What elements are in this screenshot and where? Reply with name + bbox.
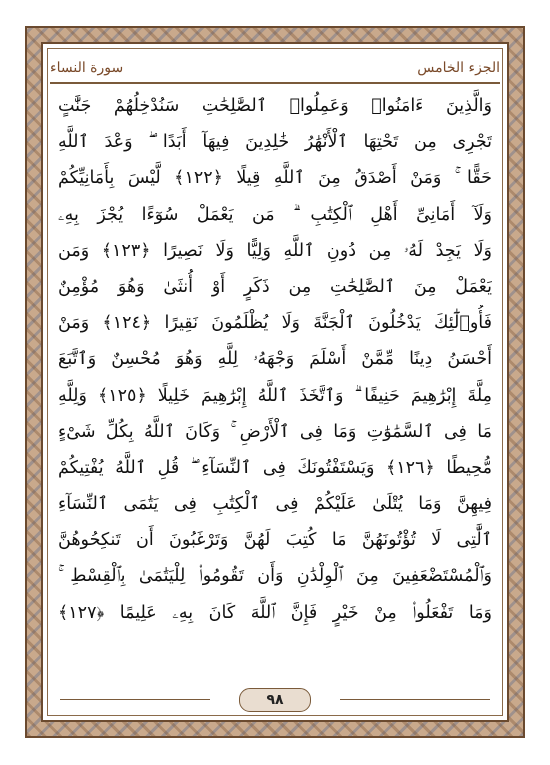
- text-line: وَمَا تَفْعَلُوا۟ مِنْ خَيْرٍ فَإِنَّ ٱللَّهَ كَانَ بِهِۦ عَلِيمًا ﴿١٢٧﴾: [58, 602, 492, 623]
- text-line: مَا فِى ٱلسَّمَٰوَٰتِ وَمَا فِى ٱلْأَرْضِ ۚ وَكَانَ ٱللَّهُ بِكُلِّ شَىْءٍ: [58, 421, 492, 442]
- text-line: وَلَآ أَمَانِىِّ أَهْلِ ٱلْكِتَٰبِ ۗ مَن يَعْمَلْ سُوٓءًا يُجْزَ بِهِۦ: [58, 204, 492, 225]
- text-line: مُّحِيطًا ﴿١٢٦﴾ وَيَسْتَفْتُونَكَ فِى ٱلنِّسَآءِ ۖ قُلِ ٱللَّهُ يُفْتِيكُمْ: [58, 457, 492, 478]
- text-line: وَلَا يَجِدْ لَهُۥ مِن دُونِ ٱللَّهِ وَلِيًّا وَلَا نَصِيرًا ﴿١٢٣﴾ وَمَن: [58, 240, 492, 261]
- text-line: يَعْمَلْ مِنَ ٱلصَّٰلِحَٰتِ مِن ذَكَرٍ أَوْ أُنثَىٰ وَهُوَ مُؤْمِنٌ: [58, 276, 492, 297]
- page-header: [50, 56, 500, 80]
- text-line: أَحْسَنُ دِينًا مِّمَّنْ أَسْلَمَ وَجْهَهُۥ لِلَّهِ وَهُوَ مُحْسِنٌ وَٱتَّبَعَ: [58, 349, 492, 370]
- juz-title: الجزء الخامس: [417, 60, 500, 76]
- text-line: فَأُو۟لَٰٓئِكَ يَدْخُلُونَ ٱلْجَنَّةَ وَلَا يُظْلَمُونَ نَقِيرًا ﴿١٢٤﴾ وَمَنْ: [58, 313, 492, 334]
- header-divider: [50, 82, 500, 84]
- text-line: تَجْرِى مِن تَحْتِهَا ٱلْأَنْهَٰرُ خَٰلِدِينَ فِيهَآ أَبَدًا ۖ وَعْدَ ٱللَّهِ: [58, 132, 492, 153]
- footer-rule-left: [60, 699, 210, 700]
- quran-text: [58, 88, 492, 688]
- text-line: فِيهِنَّ وَمَا يُتْلَىٰ عَلَيْكُمْ فِى ٱلْكِتَٰبِ فِى يَتَٰمَى ٱلنِّسَآءِ: [58, 494, 492, 515]
- text-line: ٱلَّٰتِى لَا تُؤْتُونَهُنَّ مَا كُتِبَ لَهُنَّ وَتَرْغَبُونَ أَن تَنكِحُوهُنَّ: [58, 530, 492, 551]
- page-footer: [0, 686, 550, 714]
- text-line: حَقًّا ۚ وَمَنْ أَصْدَقُ مِنَ ٱللَّهِ قِيلًا ﴿١٢٢﴾ لَّيْسَ بِأَمَانِيِّكُمْ: [58, 168, 492, 189]
- footer-rule-right: [340, 699, 490, 700]
- surah-title: سورة النساء: [50, 60, 124, 76]
- page-number: ٩٨: [239, 688, 311, 712]
- text-line: وَٱلْمُسْتَضْعَفِينَ مِنَ ٱلْوِلْدَٰنِ وَأَن تَقُومُوا۟ لِلْيَتَٰمَىٰ بِٱلْقِسْطِ ۚ: [58, 566, 492, 587]
- text-line: مِلَّةَ إِبْرَٰهِيمَ حَنِيفًا ۗ وَٱتَّخَذَ ٱللَّهُ إِبْرَٰهِيمَ خَلِيلًا ﴿١٢٥﴾ وَلِلَّهِ: [58, 385, 492, 406]
- text-line: وَالَّذِينَ ءَامَنُوا۟ وَعَمِلُوا۟ ٱلصَّٰلِحَٰتِ سَنُدْخِلُهُمْ جَنَّٰتٍ: [58, 96, 492, 116]
